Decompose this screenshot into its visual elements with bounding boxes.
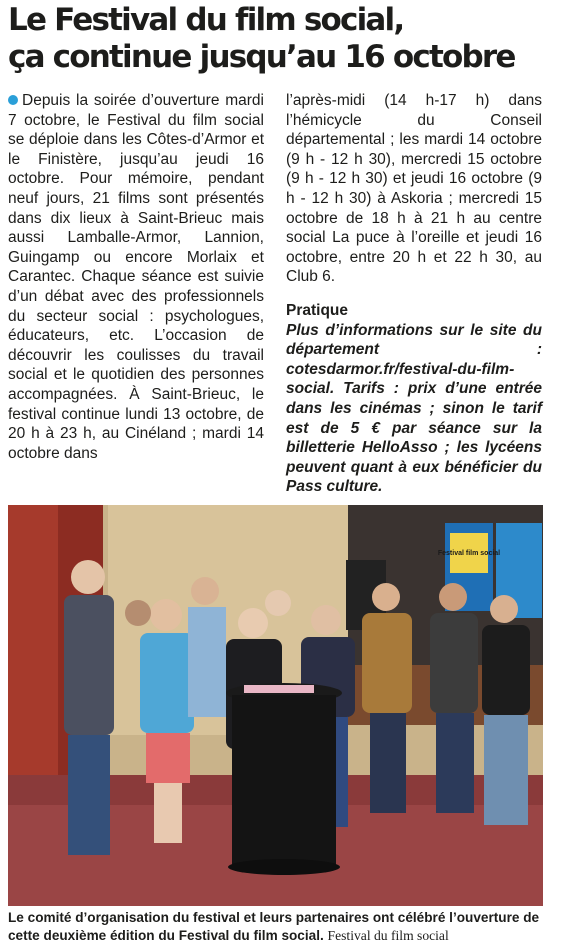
practical-heading: Pratique [286, 301, 349, 319]
body-text-right: l’après-midi (14 h-17 h) dans l’hémicycle du Conseil départemental ; les mardi 14 octobre (9 h - 12 h 30), mercredi 15 octobre (9 h - 12 h 30) et jeudi 16 octobre (9 h - 12 h 30) à Askoria ; mercredi 15 octobre de 18 h à 21 h au centre social La puce à l’oreille et jeudi 16 octobre, entre 20 h et 22 h 30, au Club 6. [286, 92, 542, 286]
bullet-dot-icon [8, 95, 18, 105]
photo-caption: Le comité d’organisation du festival et leurs partenaires ont célébré l’ouverture de cette deuxième édition du Festival du film social. [8, 910, 540, 943]
practical-text: Plus d’informations sur le site du département : cotesdarmor.fr/festival-du-film-social. Tarifs : prix d’une entrée dans les cinémas ; sinon le tarif est de 5 € par séance sur la billetterie HelloAsso ; les lycéens peuvent quant à eux bénéficier du Pass culture. [286, 321, 542, 496]
headline-line-1: Le Festival du film social, [8, 2, 404, 38]
photo-caption-block [8, 909, 568, 945]
article-photo [8, 505, 543, 906]
body-text-left: Depuis la soirée d’ouverture mardi 7 octobre, le Festival du film social se déploie dans les Côtes-d’Armor et le Finistère, jusqu’au jeudi 16 octobre. Pour mémoire, pendant neuf jours, 21 films sont présentés dans dix lieux à Saint-Brieuc mais aussi Lamballe-Armor, Lannion, Guingamp ou encore Morlaix et Carantec. Chaque séance est suivie d’un débat avec des professionnels du secteur social : psychologues, éducateurs, etc. L’occasion de découvrir les coulisses du travail social et le quotidien des personnes accompagnées. À Saint-Brieuc, le festival continue lundi 13 octobre, de 20 h à 23 h, au Cinéland ; mardi 14 octobre dans [8, 92, 264, 462]
poster-text: Festival film social [437, 550, 501, 557]
photo-credit: Festival du film social [327, 928, 449, 943]
article-headline [8, 2, 568, 76]
article-column-left [8, 91, 264, 463]
headline-line-2: ça continue jusqu’au 16 octobre [8, 39, 515, 75]
article-column-right [286, 91, 542, 497]
